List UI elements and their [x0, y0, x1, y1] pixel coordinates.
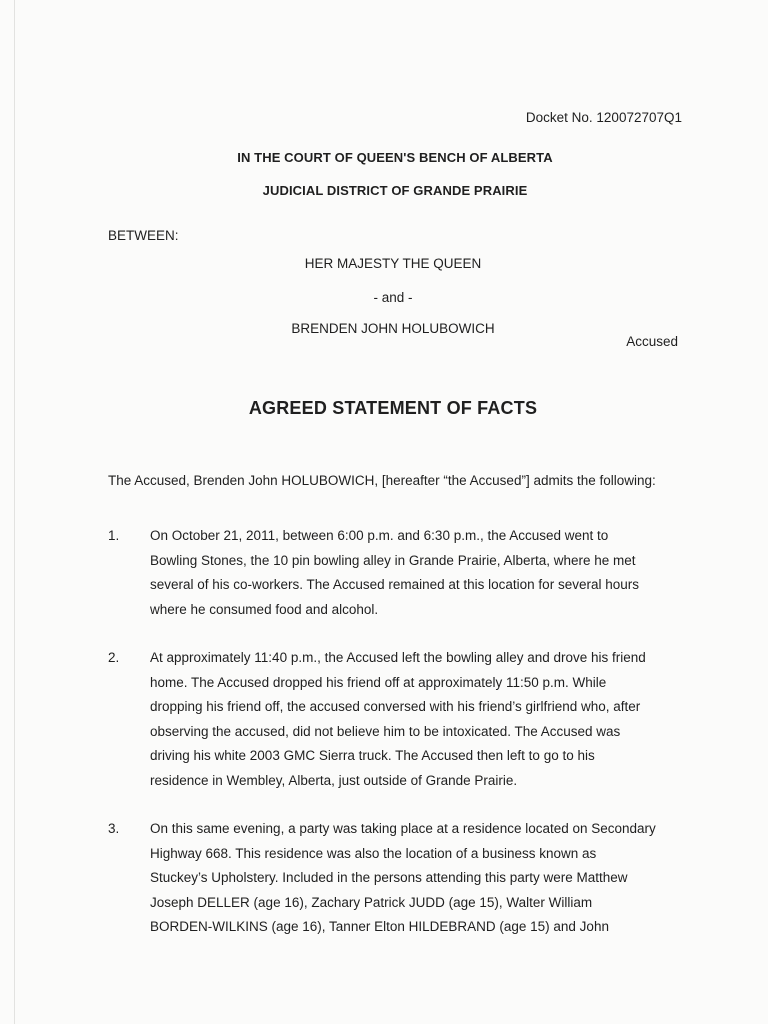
intro-statement: The Accused, Brenden John HOLUBOWICH, [hereafter “the Accused”] admits the following: — [108, 473, 656, 488]
paragraph-line: dropping his friend off, the accused conversed with his friend’s girlfriend who, after — [150, 699, 641, 714]
paragraph-line: observing the accused, did not believe him to be intoxicated. The Accused was — [150, 723, 621, 739]
paragraph-line: Bowling Stones, the 10 pin bowling alley in Grande Prairie, Alberta, where he met — [150, 552, 636, 568]
paragraph-line: BORDEN-WILKINS (age 16), Tanner Elton HILDEBRAND (age 15) and John — [150, 919, 609, 934]
paragraph-line: where he consumed food and alcohol. — [150, 601, 379, 617]
paragraph-line: Highway 668. This residence was also the location of a business known as — [150, 845, 597, 861]
paragraph-number: 2. — [108, 650, 120, 665]
judicial-district: JUDICIAL DISTRICT OF GRANDE PRAIRIE — [262, 183, 528, 198]
paragraph-text — [150, 646, 698, 793]
paragraph-line: several of his co-workers. The Accused remained at this location for several hours — [150, 577, 639, 592]
paragraph-line: Joseph DELLER (age 16), Zachary Patrick JUDD (age 15), Walter William — [150, 894, 593, 910]
docket-number: Docket No. 120072707Q1 — [525, 110, 682, 125]
paragraph-line: driving his white 2003 GMC Sierra truck. The Accused then left to go to his — [150, 748, 595, 763]
paragraph-number: 3. — [108, 821, 120, 836]
party-accused: BRENDEN JOHN HOLUBOWICH — [291, 321, 495, 336]
accused-role-label: Accused — [626, 334, 678, 349]
paragraph-line: On this same evening, a party was taking place at a residence located on Secondary — [150, 821, 656, 836]
paragraph-number: 1. — [108, 528, 120, 543]
paragraph-line: home. The Accused dropped his friend off at approximately 11:50 p.m. While — [150, 674, 607, 690]
paragraph-line: At approximately 11:40 p.m., the Accused left the bowling alley and drove his friend — [150, 650, 646, 665]
paragraph-line: On October 21, 2011, between 6:00 p.m. and 6:30 p.m., the Accused went to — [150, 528, 609, 543]
party-crown: HER MAJESTY THE QUEEN — [304, 256, 482, 271]
paragraph-text — [150, 817, 698, 940]
document-title: AGREED STATEMENT OF FACTS — [248, 398, 538, 418]
paragraph-text — [150, 524, 698, 622]
between-label: BETWEEN: — [108, 228, 179, 243]
paragraph-line: residence in Wembley, Alberta, just outside of Grande Prairie. — [150, 772, 518, 788]
party-separator: - and - — [373, 290, 413, 305]
paragraph-line: Stuckey’s Upholstery. Included in the persons attending this party were Matthew — [150, 870, 628, 885]
court-name: IN THE COURT OF QUEEN'S BENCH OF ALBERTA — [237, 150, 553, 165]
